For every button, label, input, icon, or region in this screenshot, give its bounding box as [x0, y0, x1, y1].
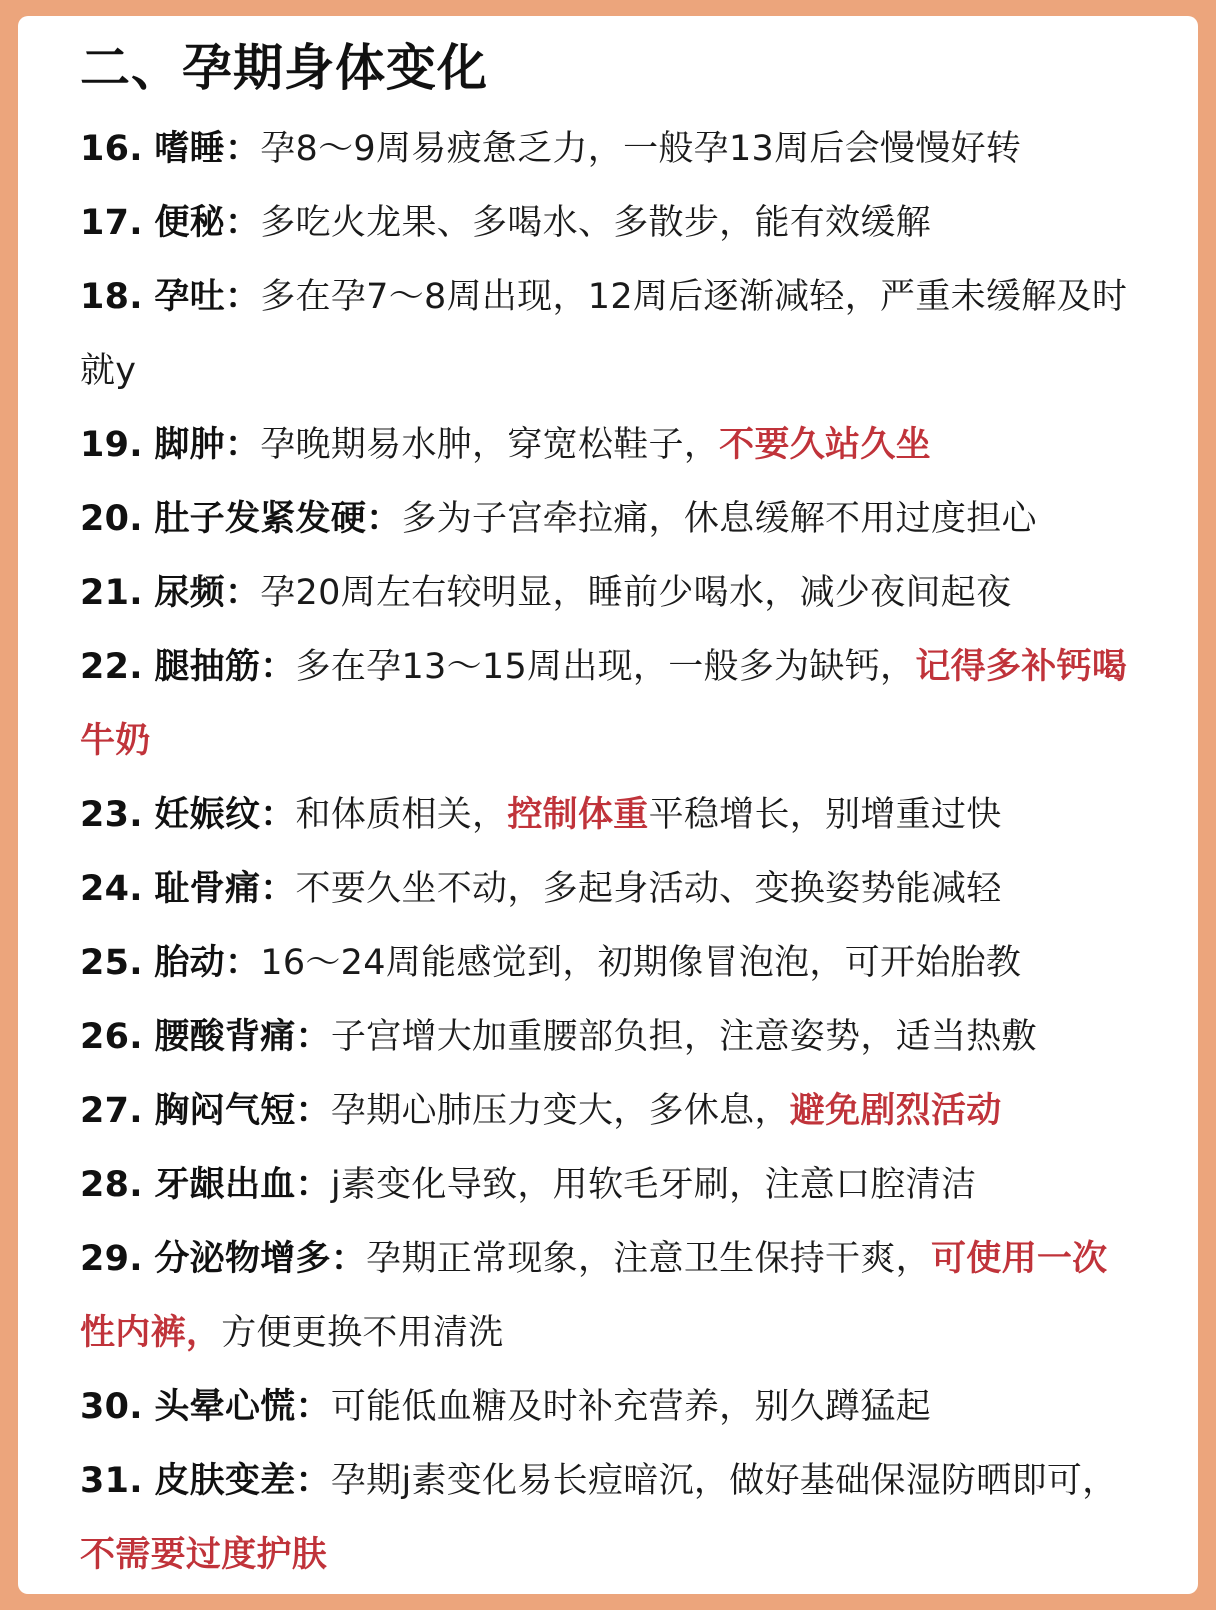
- item-description: 孕期心肺压力变大，多休息，: [330, 1090, 790, 1131]
- list-item: [80, 1000, 1134, 1074]
- item-term: 腿抽筋：: [154, 646, 296, 687]
- item-term: 孕吐：: [154, 276, 261, 317]
- item-number: 16.: [80, 128, 143, 169]
- list-item: [80, 186, 1134, 260]
- item-number: 24.: [80, 868, 143, 909]
- highlight-text: 不要久站久坐: [719, 424, 931, 465]
- highlight-text: 不需要过度护肤: [80, 1534, 328, 1575]
- list-item: [80, 852, 1134, 926]
- list-item: [80, 1074, 1134, 1148]
- list-item: [80, 630, 1134, 778]
- item-number: 22.: [80, 646, 143, 687]
- item-description: 孕8～9周易疲惫乏力，一般孕13周后会慢慢好转: [260, 128, 1022, 169]
- item-term: 腰酸背痛：: [154, 1016, 331, 1057]
- item-number: 25.: [80, 942, 143, 983]
- list-item: [80, 778, 1134, 852]
- list-item: [80, 112, 1134, 186]
- item-description: 子宫增大加重腰部负担，注意姿势，适当热敷: [330, 1016, 1037, 1057]
- item-term: 分泌物增多：: [154, 1238, 367, 1279]
- item-number: 23.: [80, 794, 143, 835]
- item-term: 肚子发紧发硬：: [154, 498, 402, 539]
- item-number: 31.: [80, 1460, 143, 1501]
- item-description: 孕20周左右较明显，睡前少喝水，减少夜间起夜: [260, 572, 1012, 613]
- item-description: 多为子宫牵拉痛，休息缓解不用过度担心: [401, 498, 1037, 539]
- item-term: 牙龈出血：: [154, 1164, 331, 1205]
- item-description: 孕期j素变化易长痘暗沉，做好基础保湿防晒即可，: [330, 1460, 1118, 1501]
- item-number: 17.: [80, 202, 143, 243]
- item-description: 方便更换不用清洗: [221, 1312, 504, 1353]
- item-number: 30.: [80, 1386, 143, 1427]
- item-term: 胸闷气短：: [154, 1090, 331, 1131]
- item-description: 16～24周能感觉到，初期像冒泡泡，可开始胎教: [260, 942, 1022, 983]
- highlight-text: 控制体重: [507, 794, 649, 835]
- item-description: 和体质相关，: [295, 794, 508, 835]
- section-title: 二、孕期身体变化: [80, 39, 488, 97]
- list-item: [80, 1222, 1134, 1370]
- item-description: 多吃火龙果、多喝水、多散步，能有效缓解: [260, 202, 931, 243]
- highlight-text: 避免剧烈活动: [789, 1090, 1002, 1131]
- list-item: [80, 1370, 1134, 1444]
- item-number: 29.: [80, 1238, 143, 1279]
- item-term: 妊娠纹：: [154, 794, 296, 835]
- item-description: 不要久坐不动，多起身活动、变换姿势能减轻: [295, 868, 1002, 909]
- item-description: 平稳增长，别增重过快: [648, 794, 1002, 835]
- item-number: 21.: [80, 572, 143, 613]
- list-item: [80, 926, 1134, 1000]
- list-item: [80, 1444, 1134, 1592]
- list-item: [80, 408, 1134, 482]
- item-term: 头晕心慌：: [154, 1386, 331, 1427]
- item-term: 耻骨痛：: [154, 868, 296, 909]
- item-description: 多在孕13～15周出现，一般多为缺钙，: [295, 646, 916, 687]
- item-description: 孕晚期易水肿，穿宽松鞋子，: [260, 424, 720, 465]
- list-item: [80, 482, 1134, 556]
- item-number: 19.: [80, 424, 143, 465]
- item-term: 便秘：: [154, 202, 261, 243]
- item-description: 孕期正常现象，注意卫生保持干爽，: [366, 1238, 931, 1279]
- list-item: [80, 1148, 1134, 1222]
- item-number: 26.: [80, 1016, 143, 1057]
- item-list: [80, 112, 1134, 1592]
- item-term: 脚肿：: [154, 424, 261, 465]
- item-description: 多在孕7～8周出现，12周后逐渐减轻，严重未缓解及时就y: [80, 276, 1128, 391]
- item-description: 可能低血糖及时补充营养，别久蹲猛起: [330, 1386, 931, 1427]
- item-number: 28.: [80, 1164, 143, 1205]
- item-term: 胎动：: [154, 942, 261, 983]
- content-card: [18, 16, 1198, 1594]
- list-item: [80, 260, 1134, 408]
- item-term: 尿频：: [154, 572, 261, 613]
- item-number: 27.: [80, 1090, 143, 1131]
- item-number: 18.: [80, 276, 143, 317]
- item-number: 20.: [80, 498, 143, 539]
- item-term: 嗜睡：: [154, 128, 261, 169]
- item-description: j素变化导致，用软毛牙刷，注意口腔清洁: [330, 1164, 977, 1205]
- highlight-text: 记得多补钙喝牛奶: [80, 646, 1128, 761]
- highlight-text: 可使用一次性内裤，: [80, 1238, 1108, 1353]
- list-item: [80, 556, 1134, 630]
- item-term: 皮肤变差：: [154, 1460, 331, 1501]
